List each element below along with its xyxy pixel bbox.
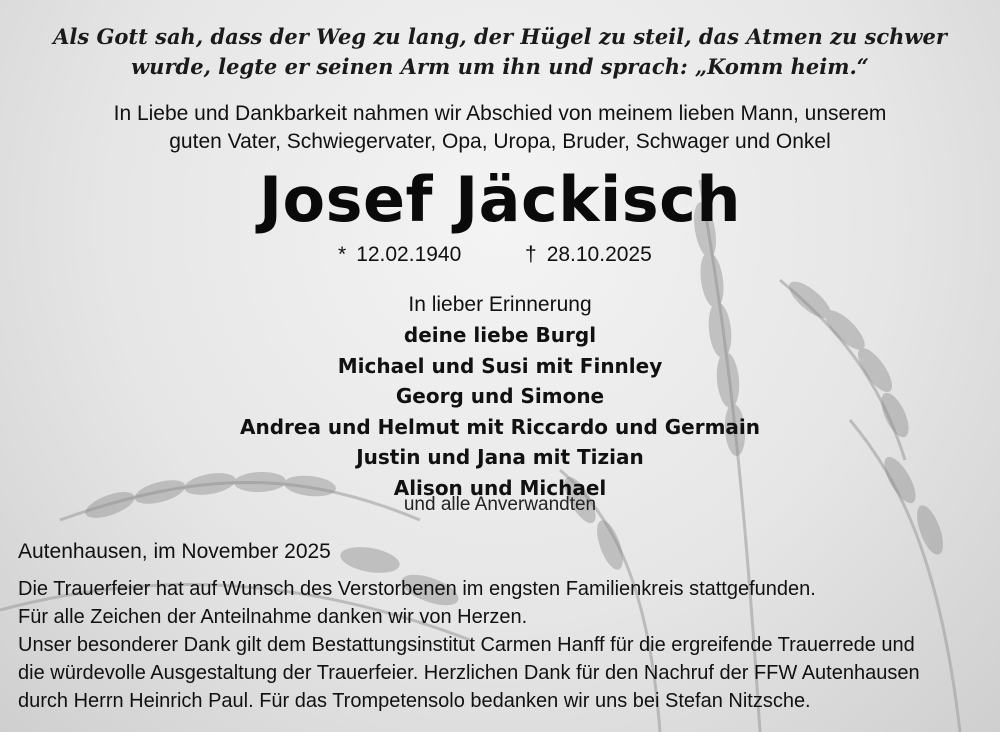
intro-text	[0, 100, 1000, 156]
mourner-line: Georg und Simone	[395, 384, 605, 408]
intro-line: guten Vater, Schwiegervater, Opa, Uropa, Bruder, Schwager und Onkel	[169, 130, 831, 153]
death-date-value: 28.10.2025	[546, 243, 652, 266]
birth-date	[338, 240, 461, 270]
death-date	[525, 240, 652, 270]
intro-line: In Liebe und Dankbarkeit nahmen wir Abschied von meinem lieben Mann, unserem	[113, 102, 887, 125]
deceased-name: Josef Jäckisch	[258, 163, 742, 236]
death-cross-icon: †	[525, 243, 537, 266]
mourner-line: Justin und Jana mit Tizian	[356, 445, 644, 469]
mourner-line: Michael und Susi mit Finnley	[337, 353, 663, 378]
birth-date-value: 12.02.1940	[356, 243, 462, 266]
mourner-line: deine liebe Burgl	[403, 323, 597, 347]
memory-heading: In lieber Erinnerung	[408, 293, 592, 316]
mourner-line: Andrea und Helmut mit Riccardo und Germain	[239, 414, 761, 439]
note-line: durch Herrn Heinrich Paul. Für das Trompetensolo bedanken wir uns bei Stefan Nitzsche.	[18, 690, 811, 712]
mourners-list	[0, 320, 1000, 503]
relatives-line: und alle Anverwandten	[403, 494, 597, 515]
note-line: Unser besonderer Dank gilt dem Bestattungsinstitut Carmen Hanff für die ergreifende Trauerrede und	[18, 634, 915, 656]
place-date: Autenhausen, im November 2025	[18, 540, 331, 563]
note-line: die würdevolle Ausgestaltung der Trauerfeier. Herzlichen Dank für den Nachruf der FFW Autenhausen	[18, 662, 920, 684]
opening-quote	[0, 22, 1000, 82]
quote-line: Als Gott sah, dass der Weg zu lang, der Hügel zu steil, das Atmen zu schwer	[53, 24, 947, 49]
birth-star-icon: *	[338, 243, 347, 266]
note-line: Für alle Zeichen der Anteilnahme danken wir von Herzen.	[18, 606, 528, 628]
quote-line: wurde, legte er seinen Arm um ihn und sprach: „Komm heim.“	[131, 54, 869, 79]
mourner-line: Alison und Michael	[393, 475, 607, 500]
note-line: Die Trauerfeier hat auf Wunsch des Verstorbenen im engsten Familienkreis stattgefunden.	[18, 578, 816, 600]
closing-notes	[18, 575, 988, 715]
